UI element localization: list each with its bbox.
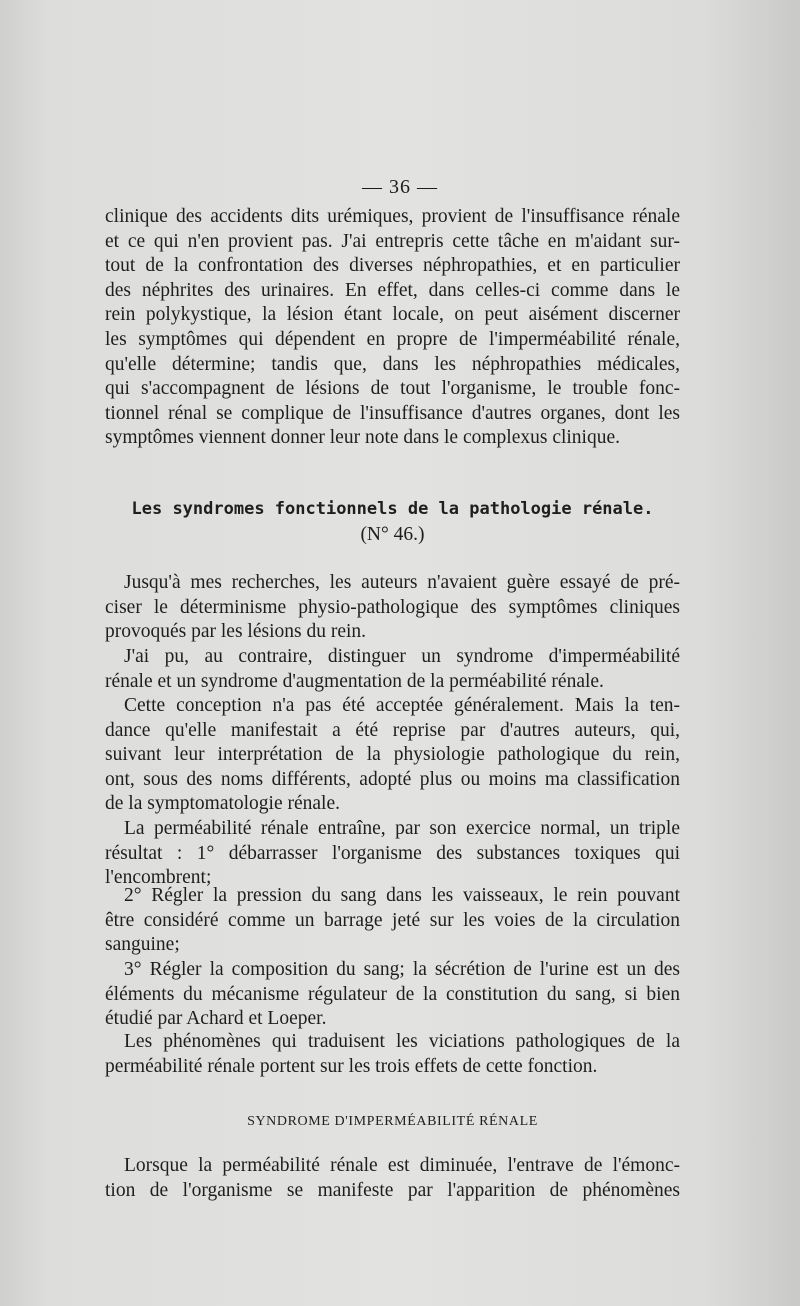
text-line: les symptômes qui dépendent en propre de l'imperméabilité rénale, [105, 328, 680, 350]
text-line: être considéré comme un barrage jeté sur les voies de la circulation [105, 909, 680, 931]
text-line: perméabilité rénale portent sur les trois effets de cette fonction. [105, 1055, 598, 1077]
paragraph-6 [105, 884, 680, 958]
paragraph-1 [105, 205, 680, 451]
text-line: provoqués par les lésions du rein. [105, 621, 367, 643]
text-line: ont, sous des noms différents, adopté plus ou moins ma classification [105, 768, 680, 790]
text-line: tion de l'organisme se manifeste par l'apparition de phénomènes [105, 1179, 680, 1201]
text-line: qu'elle détermine; tandis que, dans les néphropathies médicales, [105, 353, 680, 375]
paragraph-5 [105, 817, 680, 891]
text-line: sanguine; [105, 934, 180, 956]
paragraph-7 [105, 958, 680, 1032]
paragraph-8 [105, 1030, 680, 1079]
text-line: ciser le déterminisme physio-pathologique des symptômes cliniques [105, 596, 680, 618]
paragraph-3 [105, 645, 680, 694]
text-line: tionnel rénal se complique de l'insuffisance d'autres organes, dont les [105, 402, 680, 424]
text-line: qui s'accompagnent de lésions de tout l'organisme, le trouble fonc- [105, 378, 680, 400]
text-line: l'encombrent; [105, 867, 212, 889]
text-line: dance qu'elle manifestait a été reprise par d'autres auteurs, qui, [105, 719, 680, 741]
text-line: de la symptomatologie rénale. [105, 793, 341, 815]
text-line: clinique des accidents dits urémiques, provient de l'insuffisance rénale [105, 206, 680, 227]
section-heading: Les syndromes fonctionnels de la pathologie rénale. [131, 499, 654, 519]
paragraph-4 [105, 694, 680, 817]
text-line: éléments du mécanisme régulateur de la constitution du sang, si bien [105, 983, 680, 1005]
text-line: Cette conception n'a pas été acceptée généralement. Mais la ten- [124, 695, 680, 716]
text-line: rénale et un syndrome d'augmentation de la perméabilité rénale. [105, 670, 604, 692]
text-line: J'ai pu, au contraire, distinguer un syndrome d'imperméabilité [124, 646, 680, 667]
text-line: tout de la confrontation des diverses néphropathies, et en particulier [105, 255, 680, 277]
subsection-title: SYNDROME D'IMPERMÉABILITÉ RÉNALE [247, 1114, 538, 1129]
page-number: — 36 — [362, 176, 438, 198]
text-line: des néphrites des urinaires. En effet, dans celles-ci comme dans le [105, 279, 680, 301]
text-line: symptômes viennent donner leur note dans le complexus clinique. [105, 427, 621, 449]
text-line: rein polykystique, la lésion étant locale, on peut aisément discerner [105, 304, 680, 326]
paragraph-2 [105, 571, 680, 645]
text-line: Jusqu'à mes recherches, les auteurs n'avaient guère essayé de pré- [124, 572, 680, 593]
text-line: Lorsque la perméabilité rénale est diminuée, l'entrave de l'émonc- [124, 1155, 680, 1176]
text-line: La perméabilité rénale entraîne, par son exercice normal, un triple [124, 818, 680, 839]
paragraph-9 [105, 1154, 680, 1203]
text-line: résultat : 1° débarrasser l'organisme des substances toxiques qui [105, 842, 680, 864]
text-line: étudié par Achard et Loeper. [105, 1008, 327, 1030]
text-line: et ce qui n'en provient pas. J'ai entrepris cette tâche en m'aidant sur- [105, 230, 680, 252]
section-number: (N° 46.) [360, 524, 425, 545]
text-line: Les phénomènes qui traduisent les viciations pathologiques de la [124, 1031, 680, 1052]
text-line: suivant leur interprétation de la physiologie pathologique du rein, [105, 744, 680, 766]
text-line: 2° Régler la pression du sang dans les vaisseaux, le rein pouvant [124, 885, 680, 906]
text-line: 3° Régler la composition du sang; la sécrétion de l'urine est un des [124, 959, 680, 980]
